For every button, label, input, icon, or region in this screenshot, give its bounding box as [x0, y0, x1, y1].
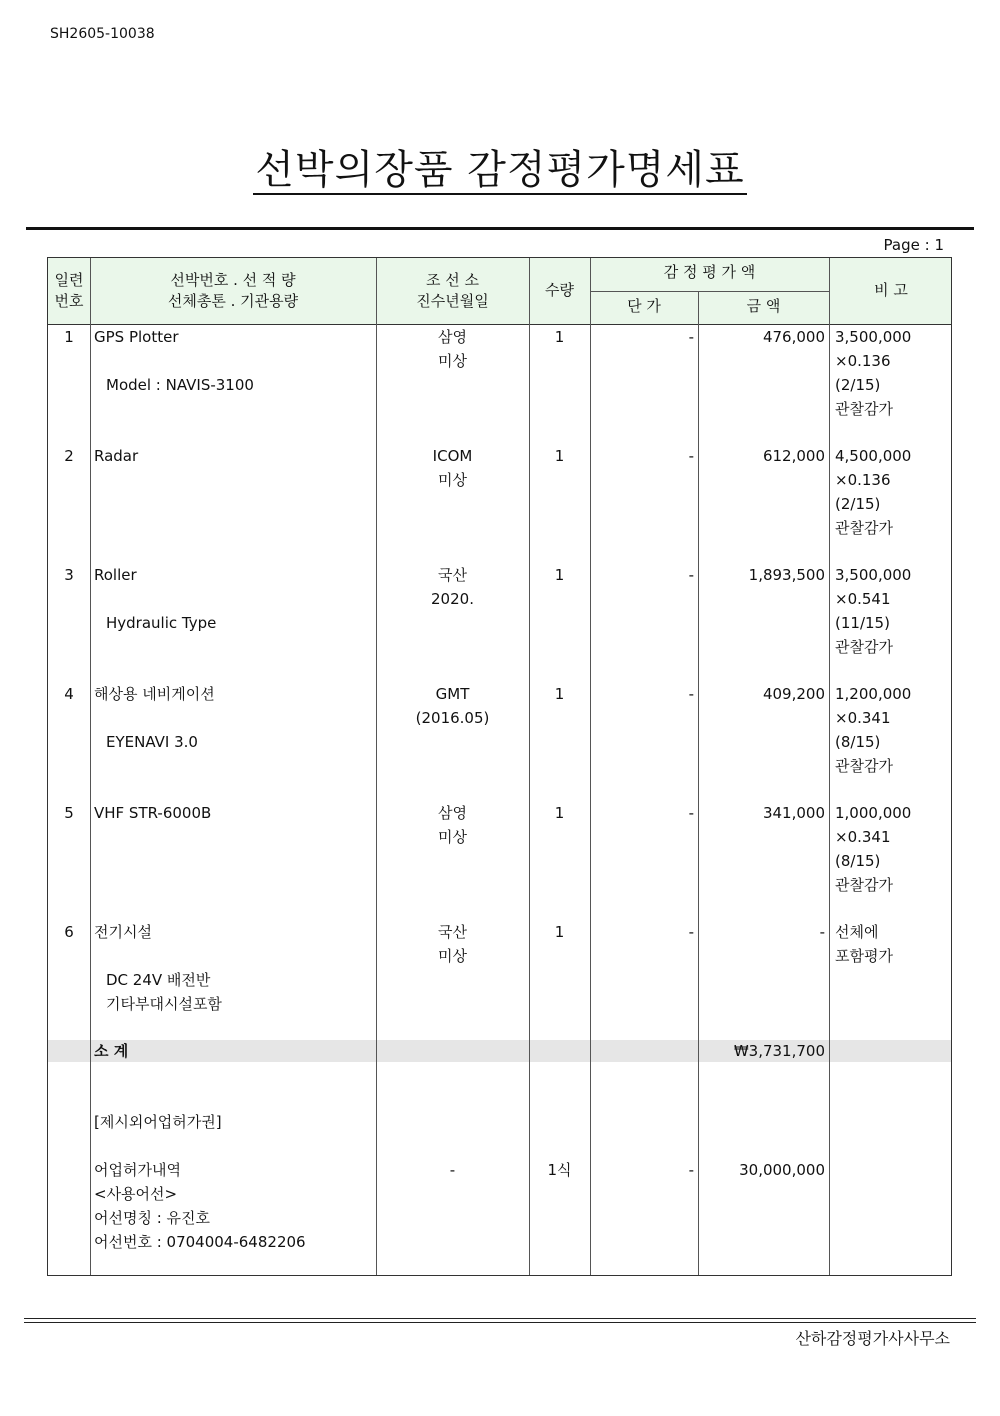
row-amount: 612,000	[762, 447, 825, 465]
column-divider	[829, 258, 830, 1275]
row-remark: 3,500,000	[835, 566, 912, 584]
extra-builder: -	[449, 1161, 456, 1179]
row-remark: 1,200,000	[835, 685, 912, 703]
item-name: Radar	[94, 447, 139, 465]
header-remark: 비 고	[874, 281, 908, 299]
row-remark: (11/15)	[835, 614, 890, 632]
header-unit-price: 단 가	[627, 297, 661, 315]
row-remark: (2/15)	[835, 376, 881, 394]
column-divider	[590, 258, 591, 1275]
header-item	[90, 270, 376, 312]
row-remark: (8/15)	[835, 852, 881, 870]
row-serial: 5	[64, 804, 74, 822]
row-qty: 1	[554, 328, 565, 346]
builder-info: (2016.05)	[415, 709, 490, 727]
subtotal-label: 소 계	[94, 1042, 129, 1060]
extra-line: 어선명칭 : 유진호	[94, 1209, 211, 1227]
row-unit-price: -	[688, 566, 694, 584]
extra-amount: 30,000,000	[739, 1161, 825, 1179]
row-unit-price: -	[688, 328, 694, 346]
builder-info: GMT	[435, 685, 470, 703]
row-serial: 2	[64, 447, 74, 465]
header-serial	[48, 270, 90, 312]
row-serial: 4	[64, 685, 74, 703]
row-remark: ×0.136	[835, 352, 891, 370]
column-divider	[529, 258, 530, 1275]
footer-divider	[24, 1318, 976, 1319]
row-qty: 1	[554, 923, 565, 941]
subtotal-amount: ₩3,731,700	[733, 1042, 825, 1060]
row-remark: 관찰감가	[835, 638, 893, 656]
row-remark: (2/15)	[835, 495, 881, 513]
item-name: 해상용 네비게이션	[94, 685, 215, 703]
office-name: 산하감정평가사사무소	[795, 1329, 950, 1348]
builder-info: 삼영	[438, 804, 467, 822]
column-divider	[90, 258, 91, 1275]
row-amount: 341,000	[762, 804, 825, 822]
row-remark: 4,500,000	[835, 447, 912, 465]
header-serial-line2: 번호	[54, 292, 84, 310]
header-subdivider	[591, 291, 829, 292]
header-builder-line1: 조 선 소	[425, 271, 479, 289]
row-amount: -	[819, 923, 825, 941]
row-amount: 476,000	[762, 328, 825, 346]
row-remark: ×0.341	[835, 828, 891, 846]
row-serial: 3	[64, 566, 74, 584]
row-qty: 1	[554, 804, 565, 822]
item-detail: EYENAVI 3.0	[106, 733, 198, 751]
header-amount-group: 감 정 평 가 액	[663, 263, 756, 281]
item-detail: 기타부대시설포함	[106, 995, 222, 1013]
appraisal-table	[47, 257, 952, 1276]
builder-info: 미상	[438, 828, 467, 846]
row-amount: 409,200	[762, 685, 825, 703]
item-detail: Hydraulic Type	[106, 614, 217, 632]
item-name: 전기시설	[94, 923, 152, 941]
row-remark: ×0.541	[835, 590, 891, 608]
header-serial-line1: 일련	[54, 271, 84, 289]
header-qty: 수량	[545, 281, 574, 299]
row-qty: 1	[554, 566, 565, 584]
builder-info: 2020.	[431, 590, 474, 608]
item-name: Roller	[94, 566, 137, 584]
header-item-line2: 선체총톤 . 기관용량	[167, 292, 299, 310]
footer-divider	[24, 1322, 976, 1323]
row-unit-price: -	[688, 685, 694, 703]
item-detail: DC 24V 배전반	[106, 971, 211, 989]
row-remark: 포함평가	[835, 947, 893, 965]
builder-info: 국산	[438, 923, 467, 941]
column-divider	[376, 258, 377, 1275]
row-unit-price: -	[688, 447, 694, 465]
row-qty: 1	[554, 447, 565, 465]
document-number: SH2605-10038	[50, 26, 155, 42]
builder-info: 미상	[438, 352, 467, 370]
page-number: Page : 1	[883, 236, 944, 254]
builder-info: 삼영	[438, 328, 467, 346]
builder-info: 국산	[438, 566, 467, 584]
extra-qty: 1식	[547, 1161, 572, 1179]
item-detail: Model : NAVIS-3100	[106, 376, 254, 394]
extra-unit-price: -	[688, 1161, 694, 1179]
page-title	[0, 138, 1000, 195]
header-amount: 금 액	[746, 297, 781, 315]
item-name: VHF STR-6000B	[94, 804, 212, 822]
row-remark: 관찰감가	[835, 757, 893, 775]
title-text: 선박의장품 감정평가명세표	[255, 147, 745, 193]
row-remark: 3,500,000	[835, 328, 912, 346]
row-remark: 1,000,000	[835, 804, 912, 822]
extra-line: 어업허가내역	[94, 1161, 181, 1179]
row-remark: ×0.136	[835, 471, 891, 489]
header-builder	[376, 270, 529, 312]
row-serial: 1	[64, 328, 74, 346]
row-serial: 6	[64, 923, 74, 941]
extra-line: <사용어선>	[94, 1185, 178, 1203]
row-qty: 1	[554, 685, 565, 703]
row-amount: 1,893,500	[748, 566, 825, 584]
extra-line: 어선번호 : 0704004-6482206	[94, 1233, 306, 1251]
builder-info: 미상	[438, 471, 467, 489]
row-remark: 관찰감가	[835, 400, 893, 418]
row-remark: 관찰감가	[835, 519, 893, 537]
row-remark: 선체에	[835, 923, 879, 941]
column-divider	[698, 291, 699, 1275]
builder-info: 미상	[438, 947, 467, 965]
header-item-line1: 선박번호 . 선 적 량	[170, 271, 296, 289]
row-remark: 관찰감가	[835, 876, 893, 894]
row-unit-price: -	[688, 923, 694, 941]
header-builder-line2: 진수년월일	[416, 292, 489, 310]
extra-heading: [제시외어업허가권]	[94, 1113, 222, 1131]
row-unit-price: -	[688, 804, 694, 822]
row-remark: (8/15)	[835, 733, 881, 751]
builder-info: ICOM	[432, 447, 473, 465]
item-name: GPS Plotter	[94, 328, 179, 346]
row-remark: ×0.341	[835, 709, 891, 727]
top-divider	[26, 227, 974, 230]
